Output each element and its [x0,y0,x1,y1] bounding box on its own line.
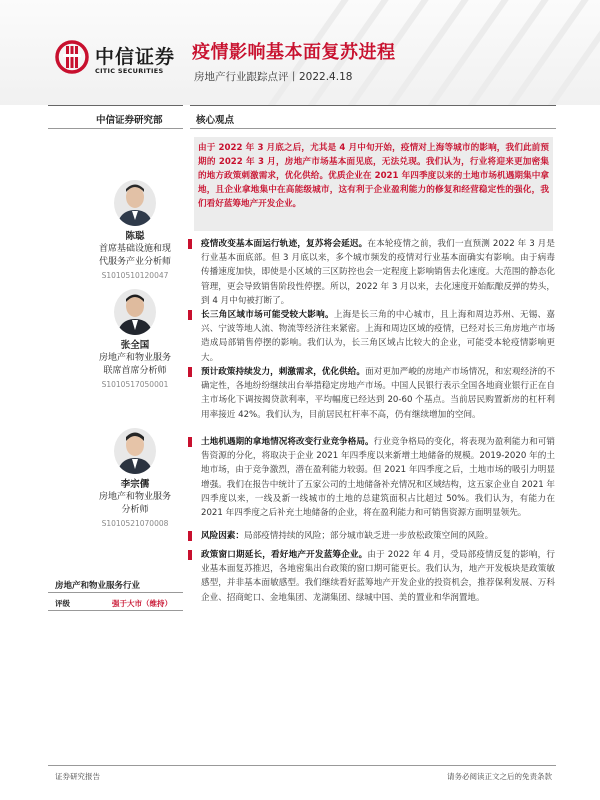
industry-label: 房地产和物业服务行业 [55,581,141,591]
paragraph-text: 由于 2022 年 4 月，受局部疫情反复的影响，行业基本面复苏推迟，各地密集出台政策的窗口期可能更长。我们认为，地产开发板块是政策敏感型，并非基本面敏感型。我们继续看好蓝筹地产开发企业的投资机会，推荐保利发展、万科企业、招商蛇口、金地集团、龙湖集团、绿城中国、美的置业和华润置地。 [201,550,555,603]
paragraph-lead: 疫情改变基本面运行轨迹，复苏将会延迟。 [201,239,368,249]
analyst-role: 联席首席分析师 [103,366,167,376]
core-view-heading: 核心观点 [196,115,235,126]
footer-disclaimer: 请务必阅读正文之后的免责条款 [447,772,552,781]
avatar [114,289,156,335]
brand-logo [55,38,195,90]
divider-right [190,105,556,106]
bullet-marker [188,550,192,560]
body-paragraph [188,529,555,543]
avatar [114,180,156,226]
report-title: 疫情影响基本面复苏进程 [192,42,396,63]
body-paragraph [188,435,555,520]
paragraph-text: 局部疫情持续的风险；部分城市缺乏进一步放松政策空间的风险。 [243,531,494,541]
rating-value: 强于大市（维持） [112,599,172,608]
footer-divider [48,765,556,766]
bullet-marker [188,239,192,249]
analyst-id: S1010510120047 [101,271,169,280]
analyst-card [80,289,190,391]
paragraph-lead: 政策窗口期延长，看好地产开发蓝筹企业。 [201,550,368,560]
brand-name-cn: 中信证券 [95,46,176,68]
analyst-name: 陈聪 [125,231,145,242]
analyst-card [80,428,190,530]
analyst-role: 首席基础设施和现 [98,244,171,254]
paragraph-text: 在本轮疫情之前，我们一直预测 2022 年 3 月是行业基本面底部。但 3 月底以来，多个城市频发的疫情对行业基本面确实有影响。由于病毒传播速度加快，即使是小区域的三区防控也会一定程度上影响销售去化速度。大范围的静态化管理，更会导致销售阶段性停摆。所以，2022 年 3 月以来，去化速度开始酝酿反弹的势头，到 4 月中旬被打断了。 [201,239,555,306]
paragraph-lead: 长三角区域市场可能受较大影响。 [201,310,334,320]
bullet-marker [188,367,192,377]
paragraph-text: 上海是长三角的中心城市，且上海和周边苏州、无锡、嘉兴、宁波等地人流、物流等经济往来紧密。上海和周边区域的疫情，已经对长三角房地产市场造成局部销售停摆的影响。我们认为，长三角区域占比较大的企业，可能受本轮疫情影响更大。 [201,310,555,363]
analyst-role: 房地产和物业服务 [98,353,171,363]
analyst-name: 张全国 [120,340,150,351]
paragraph-text: 行业竞争格局的变化，将表现为盈利能力和可销售资源的分化，将取决于企业 2021 年四季度以来新增土地储备的规模。2019-2020 年的土地市场，由于竞争激烈，潜在盈利能力较弱。但 2021 年四季度之后，土地市场的吸引力明显增强。我们在报告中统计了五家公司的土地储备补充情况和区域结构，这五家企业自 2021 年四季度以来，一线及新一线城市的土地的总建筑面积占比超过 50%。我们认为，有能力在 2021 年四季度之后补充土地储备的企业，将在盈利能力和可销售资源方面明显领先。 [201,437,555,519]
analyst-name: 李宗儒 [120,479,150,490]
footer-left: 证券研究报告 [55,772,100,781]
paragraph-lead: 风险因素： [201,531,244,541]
paragraph-lead: 土地机遇期的拿地情况将改变行业竞争格局。 [201,437,374,447]
bullet-marker [188,437,192,447]
analyst-id: S1010517050001 [101,380,169,389]
rating-row [55,598,172,609]
avatar [114,428,156,474]
analyst-role: 分析师 [121,505,149,515]
analyst-id: S1010521070008 [101,519,169,528]
department-label: 中信证券研究部 [96,115,163,126]
divider-left-2 [48,128,183,129]
citic-logo-icon [55,40,89,74]
paragraph-text: 面对更加严峻的房地产市场情况，和宏观经济的不确定性，各地纷纷继续出台举措稳定房地产市场。中国人民银行表示全国各地商业银行正在自主市场化下调按揭贷款利率，平均幅度已经达到 20-60 个基点。当前居民购置新房的杠杆利用率接近 42%。我们认为，目前居民杠杆率不高，仍有继续增加的空间。 [201,367,555,420]
analyst-card [80,180,190,282]
rating-divider [48,610,183,611]
body-paragraph [188,237,555,308]
paragraph-lead: 预计政策持续发力，刺激需求，优化供给。 [201,367,366,377]
body-paragraph [188,308,555,365]
divider-right-2 [190,128,556,129]
report-subtitle: 房地产行业跟踪点评丨2022.4.18 [194,71,353,83]
bullet-marker [188,531,192,541]
body-paragraph [188,365,555,422]
industry-divider [48,592,183,593]
analyst-role: 房地产和物业服务 [98,492,171,502]
analyst-role: 代服务产业分析师 [98,257,171,267]
rating-label: 评级 [55,599,70,608]
bullet-marker [188,310,192,320]
divider-left [48,105,183,106]
brand-name-en: CITIC SECURITIES [95,67,164,75]
summary-box: 由于 2022 年 3 月底之后，尤其是 4 月中旬开始，疫情对上海等城市的影响，我们此前预期的 2022 年 3 月，房地产市场基本面见底，无法兑现。我们认为，行业将迎来更加密集的地方政策刺激需求，优化供给。优质企业在 2021 年四季度以来的土地市场机遇期集中拿地，且企业拿地集中在高能级城市，这有利于企业盈利能力的修复和经营稳定性的强化，我们看好蓝筹地产开发企业。 [194,137,553,231]
body-paragraph [188,548,555,605]
